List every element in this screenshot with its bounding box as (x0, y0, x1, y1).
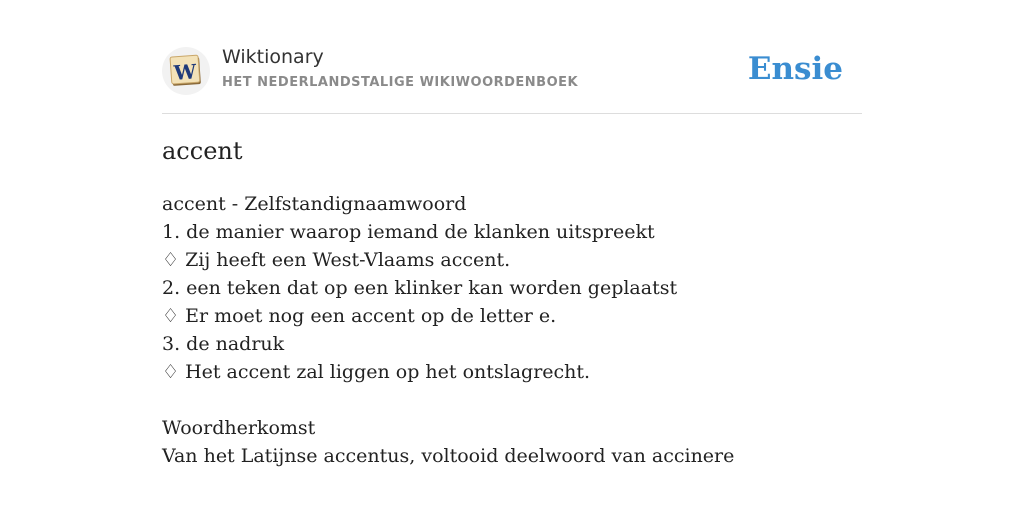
sense-definition: 2. een teken dat op een klinker kan worden geplaatst (162, 277, 678, 299)
page-title: accent (162, 137, 243, 165)
site-tagline: HET NEDERLANDSTALIGE WIKIWOORDENBOEK (222, 75, 579, 90)
etymology-text: Van het Latijnse accentus, voltooid deelwoord van accinere (162, 445, 735, 467)
entry-content (162, 190, 862, 470)
section-spacer (162, 386, 862, 414)
entry-heading: accent - Zelfstandignaamwoord (162, 193, 467, 215)
sense-definition: 3. de nadruk (162, 333, 285, 355)
sense-example: ♢ Er moet nog een accent op de letter e. (162, 305, 557, 327)
sense-example: ♢ Zij heeft een West-Vlaams accent. (162, 249, 511, 271)
etymology-heading: Woordherkomst (162, 417, 316, 439)
ensie-brand-link[interactable]: Ensie (747, 51, 843, 87)
wiktionary-logo-icon[interactable] (162, 47, 210, 95)
site-name[interactable]: Wiktionary (222, 46, 324, 68)
sense-example: ♢ Het accent zal liggen op het ontslagrecht. (162, 361, 591, 383)
wiktionary-tile-icon (169, 54, 203, 88)
site-header (162, 45, 862, 114)
svg-text:W: W (173, 59, 198, 85)
sense-definition: 1. de manier waarop iemand de klanken uitspreekt (162, 221, 655, 243)
